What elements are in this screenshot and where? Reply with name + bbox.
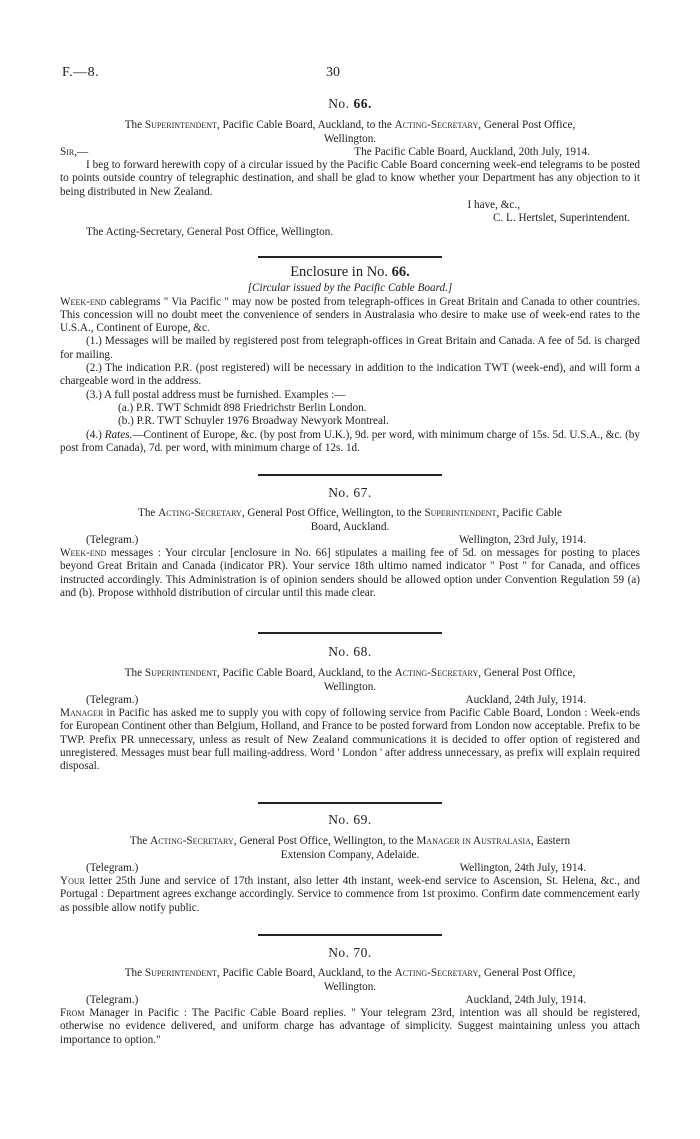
letter-68-body-text: in Pacific has asked me to supply you with copy of following service from Pacific Cable Board, London : Week-ends for European Continent other than Belgium, Holland, and France to be posted forward from London now acceptable. Prefix to be TWP. Prefix PR unnecessary, unless as result of New Zealand communications it is decided to offer option of registered and unregistered. Messages must bear full mailing-address. Word ' London ' after address unnecessary, as prefix will explain required disposal. <box>60 707 640 773</box>
letter-70-heading-line2: Wellington. <box>323 980 377 993</box>
letter-66-heading <box>60 119 640 146</box>
enclosure-example-b: (b.) P.R. TWT Schuyler 1976 Broadway Newyork Montreal. <box>118 415 389 428</box>
letter-69-heading-part: , Eastern <box>530 835 571 848</box>
letter-67-body-lead: Week-end <box>60 547 107 560</box>
letter-66-heading-recipient: Acting-Secretary <box>394 119 479 132</box>
letter-68-heading-recipient: Acting-Secretary <box>394 667 479 680</box>
enclosure-subtitle: [Circular issued by the Pacific Cable Board.] <box>247 282 453 295</box>
letter-70-heading <box>60 967 640 994</box>
letter-70-dateline: Auckland, 24th July, 1914. <box>465 993 586 1006</box>
section-divider <box>258 934 442 936</box>
enclosure-intro-text: cablegrams " Via Pacific " may now be posted from telegraph-offices in Great Britain and Canada to other countries. This concession will no doubt meet the convenience of senders in Australasia who desire to make use of week-end rates to the U.S.A., Continent of Europe, &c. <box>60 295 640 335</box>
letter-67-heading-sender: Acting-Secretary <box>158 507 242 520</box>
enclosure-item-4-rates: Rates. <box>104 428 133 441</box>
letter-70-title: No. 70. <box>328 945 372 960</box>
enclosure-item-2: (2.) The indication P.R. (post registered) will be necessary in addition to the indication TWT (week-end), and will form a chargeable word in the address. <box>60 362 640 388</box>
letter-68-tag-row <box>60 694 640 707</box>
enclosure-title <box>60 266 640 279</box>
letter-67-body-text: messages : Your circular [enclosure in No. 66] stipulates a mailing fee of 5d. on messages for posting to places beyond Great Britain and Canada (indicator PR). Your service 18th ultimo named indicator " Post " for Canada, and offices instructed accordingly. This Administration is of opinion senders should be allowed option under Convention Regulation 59 (a) and (b). Propose withhold distribution of circular until this made clear. <box>60 547 640 600</box>
enclosure-66 <box>60 266 640 455</box>
page-number: 30 <box>326 65 340 80</box>
letter-70-heading-sender: Superintendent <box>144 967 217 980</box>
letter-66 <box>60 97 640 239</box>
letter-70-heading-part: The <box>124 967 145 980</box>
letter-66-signature: C. L. Hertslet, Superintendent. <box>492 212 630 225</box>
letter-69-heading-recipient: Manager in Australasia <box>416 835 531 848</box>
letter-67-title: No. 67. <box>328 485 372 500</box>
letter-70-telegram-tag: (Telegram.) <box>86 993 139 1006</box>
letter-70-heading-part: , General Post Office, <box>478 967 576 980</box>
section-divider <box>258 256 442 258</box>
letter-69-heading-part: , General Post Office, Wellington, to the <box>233 835 417 848</box>
letter-70-body-lead: From <box>60 1007 85 1020</box>
letter-66-salutation: Sir,— <box>60 145 89 158</box>
letter-68-telegram-tag: (Telegram.) <box>86 693 139 706</box>
letter-66-title <box>60 97 640 110</box>
letter-66-salutation-row <box>60 146 640 159</box>
letter-69-body-lead: Your <box>60 875 85 888</box>
section-divider <box>258 632 442 634</box>
letter-66-heading-line2: Wellington. <box>323 132 377 145</box>
letter-70 <box>60 946 640 1047</box>
letter-69-tag-row <box>60 862 640 875</box>
letter-69-body-text: letter 25th June and service of 17th instant, also letter 4th instant, week-end service to Ascension, St. Helena, &c., and Portugal : Department agrees exchange accordingly. Service to commence from 1st proximo. Confirm date commencement early as possible allow notify public. <box>60 875 640 914</box>
letter-66-heading-part: , Pacific Cable Board, Auckland, to the <box>216 119 395 132</box>
enclosure-item-4-num: (4.) <box>86 428 105 441</box>
enclosure-intro <box>60 296 640 336</box>
letter-66-heading-part: , General Post Office, <box>478 119 576 132</box>
letter-67-telegram-tag: (Telegram.) <box>86 533 139 546</box>
running-header-ref: F.—8. <box>62 65 100 80</box>
letter-67-heading-part: The <box>138 507 159 520</box>
letter-67-heading-recipient: Superintendent <box>424 507 497 520</box>
letter-70-body-text: Manager in Pacific : The Pacific Cable Board replies. " Your telegram 23rd, intention was all should be registered, otherwise no evidence delivered, and uniform charge has advantage of simplicity. Suggest maintaining unless you attach importance to option." <box>60 1007 640 1046</box>
letter-69-heading <box>60 835 640 862</box>
letter-69-body <box>60 875 640 915</box>
letter-69 <box>60 813 640 915</box>
letter-67-heading-part: , General Post Office, Wellington, to the <box>241 507 425 520</box>
letter-67-heading <box>60 507 640 534</box>
enclosure-item-4 <box>60 429 640 456</box>
letter-68-heading-part: , Pacific Cable Board, Auckland, to the <box>216 667 395 680</box>
section-divider <box>258 474 442 476</box>
letter-67-body <box>60 547 640 600</box>
letter-67-heading-part: , Pacific Cable <box>496 507 562 520</box>
section-divider <box>258 802 442 804</box>
letter-68-heading-line2: Wellington. <box>323 680 377 693</box>
letter-66-title-label: No. <box>328 96 350 111</box>
letter-69-telegram-tag: (Telegram.) <box>86 861 139 874</box>
letter-66-closing: I have, &c., <box>467 199 520 212</box>
letter-68-dateline: Auckland, 24th July, 1914. <box>465 693 586 706</box>
letter-69-title: No. 69. <box>328 812 372 827</box>
letter-68-title: No. 68. <box>328 644 372 659</box>
letter-66-title-number: 66. <box>353 96 372 111</box>
letter-67-heading-line2: Board, Auckland. <box>310 520 390 533</box>
letter-69-heading-sender: Acting-Secretary <box>150 835 234 848</box>
letter-66-addressee: The Acting-Secretary, General Post Office, Wellington. <box>86 225 334 238</box>
enclosure-item-4-text: —Continent of Europe, &c. (by post from U.K.), 9d. per word, with minimum charge of 15s. 5d. U.S.A., &c. (by post from Canada), 7d. per word, with minimum charge of 12s. 1d. <box>60 428 640 454</box>
letter-68-heading-part: The <box>124 667 145 680</box>
letter-66-heading-sender: Superintendent <box>144 119 217 132</box>
enclosure-example-a: (a.) P.R. TWT Schmidt 898 Friedrichstr Berlin London. <box>118 401 367 414</box>
letter-68-heading <box>60 667 640 694</box>
letter-69-heading-part: The <box>129 835 151 848</box>
letter-68-body <box>60 707 640 773</box>
letter-70-heading-part: , Pacific Cable Board, Auckland, to the <box>216 967 395 980</box>
letter-67-dateline: Wellington, 23rd July, 1914. <box>458 533 586 546</box>
letter-68 <box>60 645 640 774</box>
enclosure-item-3: (3.) A full postal address must be furnished. Examples :— <box>86 388 346 401</box>
letter-70-tag-row <box>60 994 640 1007</box>
letter-68-body-lead: Manager <box>60 707 104 720</box>
letter-68-heading-sender: Superintendent <box>144 667 217 680</box>
letter-67-tag-row <box>60 534 640 547</box>
letter-68-heading-part: , General Post Office, <box>478 667 576 680</box>
letter-66-heading-part: The <box>124 119 145 132</box>
letter-66-dateline: The Pacific Cable Board, Auckland, 20th July, 1914. <box>354 145 590 158</box>
enclosure-title-number: 66. <box>391 264 410 280</box>
letter-67 <box>60 486 640 600</box>
letter-69-dateline: Wellington, 24th July, 1914. <box>459 861 586 874</box>
letter-66-body: I beg to forward herewith copy of a circular issued by the Pacific Cable Board concerning week-end telegrams to be posted to points outside country of telegraphic destination, and shall be glad to know whether your Department has any objection to it being distributed in New Zealand. <box>60 159 640 198</box>
enclosure-title-text: Enclosure in No. <box>290 264 392 280</box>
enclosure-intro-lead: Week-end <box>60 295 107 308</box>
letter-70-body <box>60 1007 640 1047</box>
enclosure-item-1: (1.) Messages will be mailed by registered post from telegraph-offices in Great Britain and Canada. A fee of 5d. is charged for mailing. <box>60 335 640 361</box>
letter-70-heading-recipient: Acting-Secretary <box>394 967 479 980</box>
letter-69-heading-line2: Extension Company, Adelaide. <box>280 848 420 861</box>
